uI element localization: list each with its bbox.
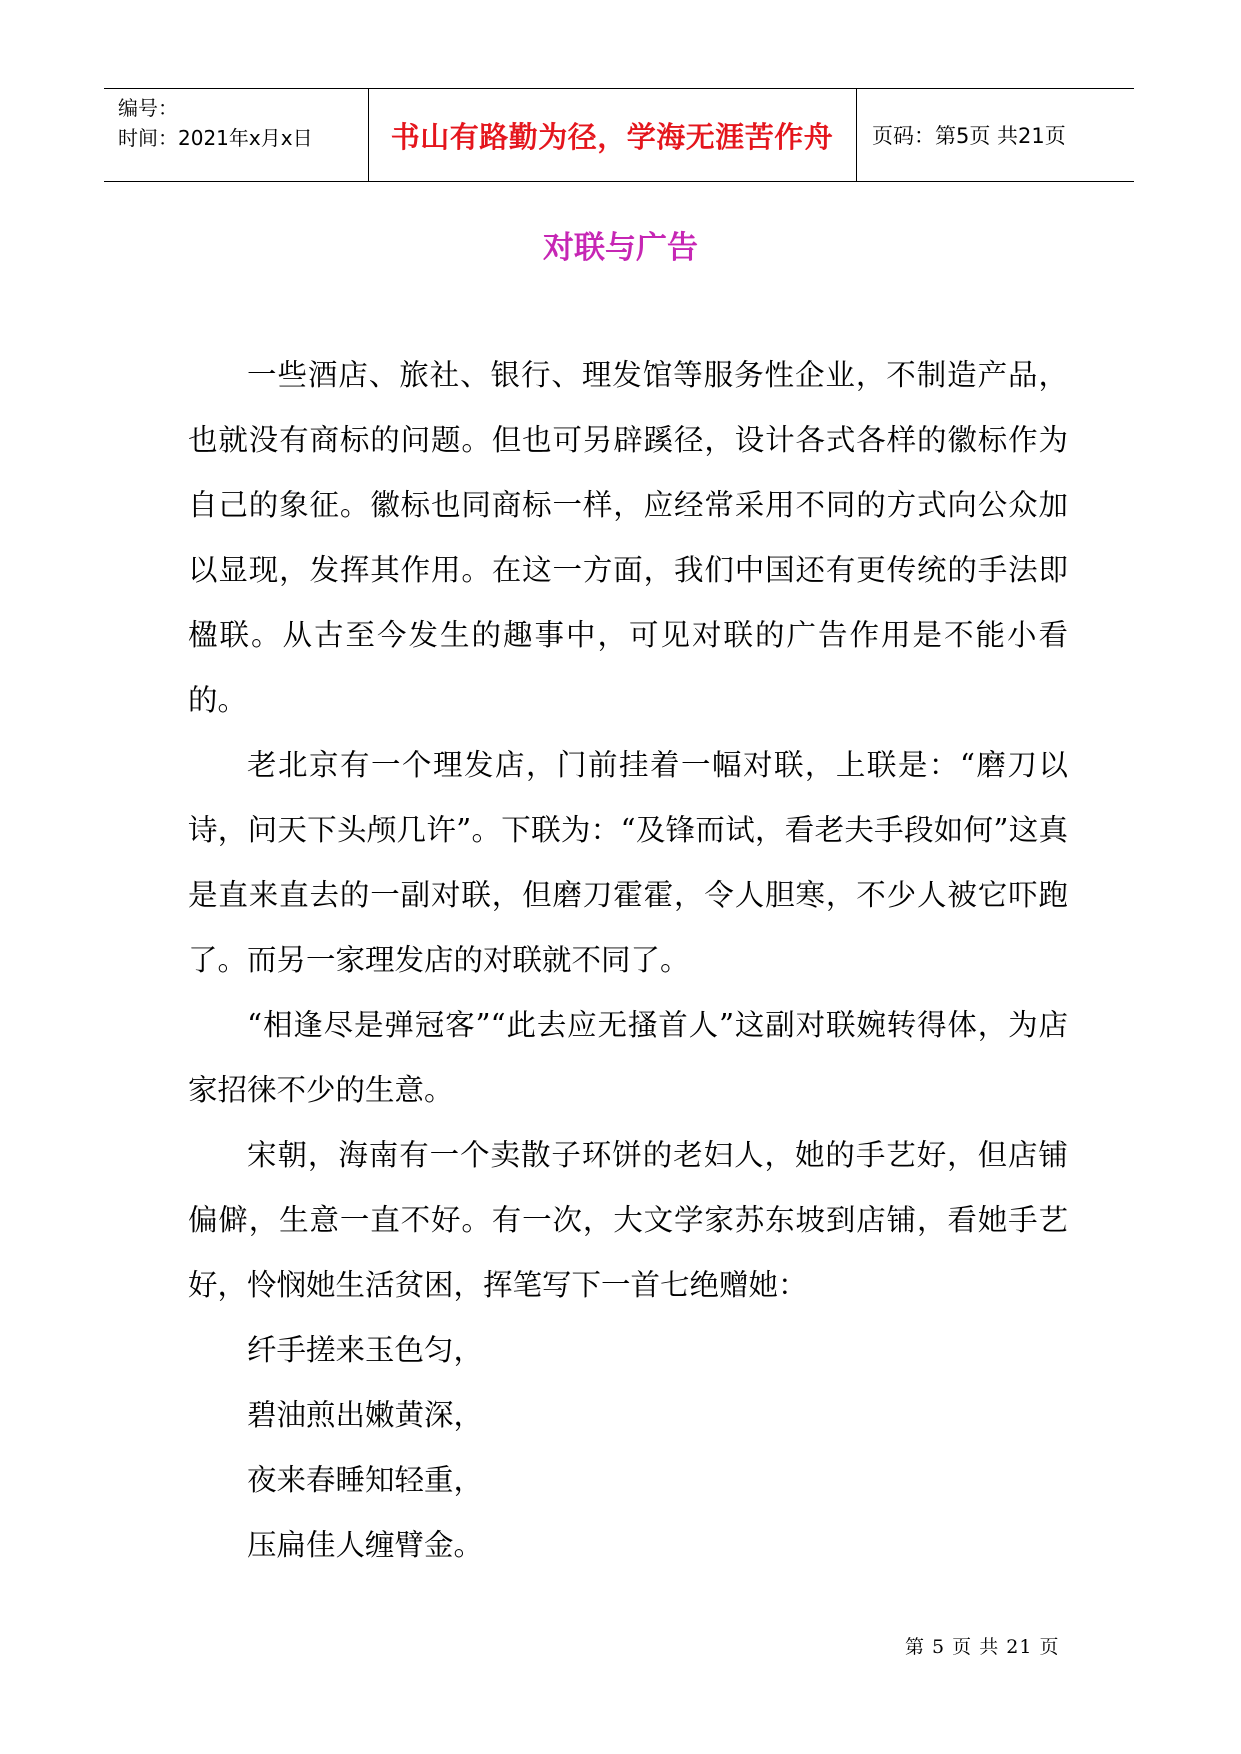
document-body bbox=[188, 343, 1068, 1578]
header-divider-left bbox=[368, 89, 369, 181]
poem-line-3: 夜来春睡知轻重， bbox=[247, 1463, 484, 1497]
header-page-code: 页码：第5页 共21页 bbox=[872, 124, 1066, 148]
page-header bbox=[104, 88, 1134, 182]
document-number-label: 编号： bbox=[118, 96, 178, 120]
header-motto: 书山有路勤为径，学海无涯苦作舟 bbox=[390, 119, 834, 154]
poem-line-2: 碧油煎出嫩黄深， bbox=[247, 1398, 484, 1432]
header-divider-right bbox=[856, 89, 857, 181]
page-footer: 第 5 页 共 21 页 bbox=[905, 1636, 1060, 1658]
document-title: 对联与广告 bbox=[543, 230, 698, 266]
body-paragraph-3: “相逢尽是弹冠客”“此去应无搔首人”这副对联婉转得体，为店家招徕不少的生意。 bbox=[188, 1008, 1068, 1107]
poem-line-4: 压扁佳人缠臂金。 bbox=[247, 1528, 484, 1562]
document-time-label: 时间：2021年x月x日 bbox=[118, 126, 313, 150]
body-paragraph-1: 一些酒店、旅社、银行、理发馆等服务性企业，不制造产品，也就没有商标的问题。但也可另辟蹊径，设计各式各样的徽标作为自己的象征。徽标也同商标一样，应经常采用不同的方式向公众加以显现，发挥其作用。在这一方面，我们中国还有更传统的手法即楹联。从古至今发生的趣事中，可见对联的广告作用是不能小看的。 bbox=[188, 358, 1068, 717]
poem-line-1: 纤手搓来玉色匀， bbox=[247, 1333, 484, 1367]
body-paragraph-4: 宋朝，海南有一个卖散子环饼的老妇人，她的手艺好，但店铺偏僻，生意一直不好。有一次，大文学家苏东坡到店铺，看她手艺好，怜悯她生活贫困，挥笔写下一首七绝赠她： bbox=[188, 1138, 1068, 1302]
header-meta bbox=[118, 93, 368, 153]
body-paragraph-2: 老北京有一个理发店，门前挂着一幅对联，上联是：“磨刀以诗，问天下头颅几许”。下联为：“及锋而试，看老夫手段如何”这真是直来直去的一副对联，但磨刀霍霍，令人胆寒，不少人被它吓跑了。而另一家理发店的对联就不同了。 bbox=[188, 748, 1068, 977]
